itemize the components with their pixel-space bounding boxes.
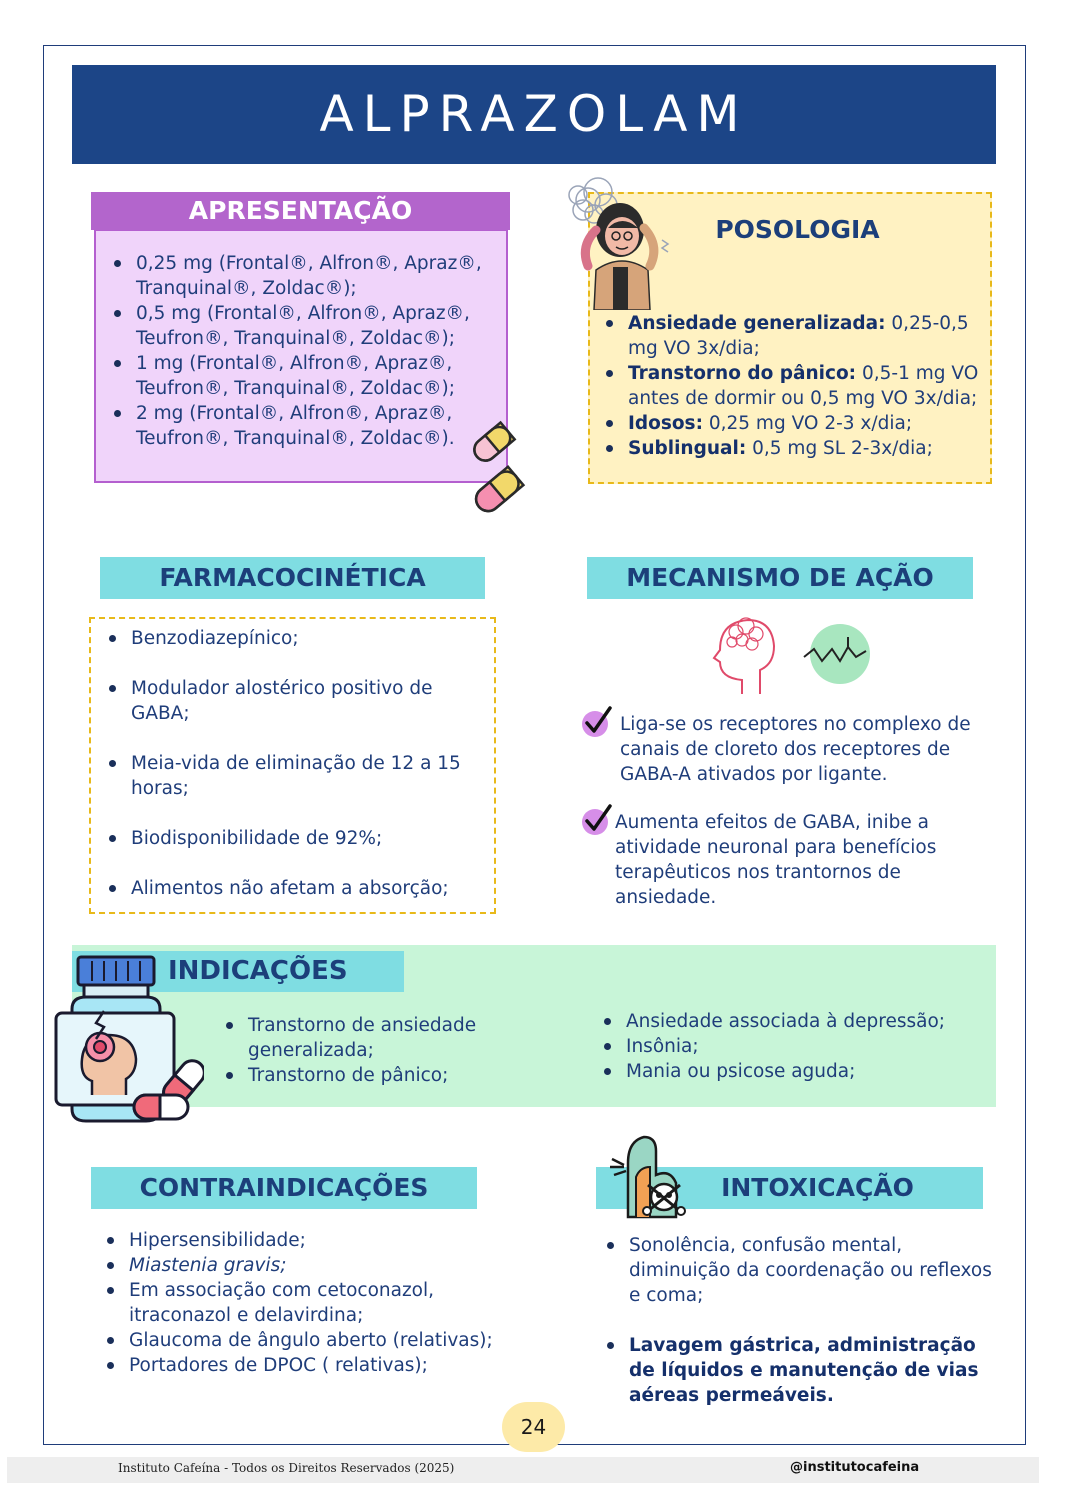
item-text: 0,5-1 mg VO antes de dormir ou 0,5 mg VO 3x/dia; [628,363,979,409]
list-item [600,436,992,461]
check-icon [580,704,614,738]
list-item: Transtorno de ansiedade generalizada; [220,1013,520,1063]
item-label: Transtorno do pânico: [628,363,857,384]
page-title: ALPRAZOLAM [72,65,996,164]
item-label: Sublingual: [628,438,747,459]
list-item [601,1333,1001,1408]
list-item: Sonolência, confusão mental, diminuição da coordenação ou reflexos e coma; [601,1233,1001,1308]
intoxicacao-header: INTOXICAÇÃO [721,1173,914,1202]
list-item [600,311,992,361]
apresentacao-list [108,251,503,451]
footer-copyright: Instituto Cafeína - Todos os Direitos Reservados (2025) [118,1461,455,1475]
list-item: 2 mg (Frontal®, Alfron®, Apraz®, Teufron®, Tranquinal®, Zoldac®). [108,401,503,451]
apresentacao-box [94,229,508,483]
list-item: Insônia; [598,1034,978,1059]
list-item: Modulador alostérico positivo de GABA; [103,676,488,726]
contraindicacoes-header: CONTRAINDICAÇÕES [91,1167,477,1209]
capsule-icon [455,418,545,518]
item-text: 0,5 mg SL 2-3x/dia; [746,438,933,459]
mecanismo-item: Liga-se os receptores no complexo de canais de cloreto dos receptores de GABA-A ativados por ligante. [620,714,971,785]
list-item: Transtorno de pânico; [220,1063,520,1088]
list-item: 1 mg (Frontal®, Alfron®, Apraz®, Teufron®, Tranquinal®, Zoldac®); [108,351,503,401]
check-icon [580,802,614,836]
posologia-list [600,311,992,461]
list-item: Mania ou psicose aguda; [598,1059,978,1084]
page-number: 24 [502,1402,565,1452]
list-item: Meia-vida de eliminação de 12 a 15 horas; [103,751,488,801]
anxious-person-icon [558,170,688,310]
indicacoes-header: INDICAÇÕES [168,956,348,986]
item-label: Idosos: [628,413,703,434]
list-item: 0,5 mg (Frontal®, Alfron®, Apraz®, Teufron®, Tranquinal®, Zoldac®); [108,301,503,351]
footer-handle: @institutocafeina [790,1460,920,1475]
list-item: Benzodiazepínico; [103,626,488,651]
list-item: Biodisponibilidade de 92%; [103,826,488,851]
list-item: 0,25 mg (Frontal®, Alfron®, Apraz®, Tranquinal®, Zoldac®); [108,251,503,301]
list-item [600,361,992,411]
contraindicacoes-list [101,1228,501,1378]
farmacocinetica-box [89,617,496,914]
item-text: 0,25-0,5 mg VO 3x/dia; [628,313,969,359]
lungs-skull-icon [606,1133,688,1219]
mecanismo-item: Aumenta efeitos de GABA, inibe a atividade neuronal para benefícios terapêuticos nos trantornos de ansiedade. [615,812,937,908]
apresentacao-header: APRESENTAÇÃO [91,192,510,230]
molecule-icon [800,623,872,685]
list-item: Miastenia gravis; [101,1253,501,1278]
item-label: Ansiedade generalizada: [628,313,886,334]
indicacoes-list-left [220,1013,520,1088]
mecanismo-header: MECANISMO DE AÇÃO [587,557,973,599]
list-item: Em associação com cetoconazol, itraconazol e delavirdina; [101,1278,501,1328]
intoxicacao-list [601,1233,1001,1408]
list-item: Alimentos não afetam a absorção; [103,876,488,901]
item-text: Lavagem gástrica, administração de líquidos e manutenção de vias aéreas permeáveis. [629,1335,979,1406]
farmacocinetica-header: FARMACOCINÉTICA [100,557,485,599]
item-text: 0,25 mg VO 2-3 x/dia; [702,413,913,434]
list-item: Glaucoma de ângulo aberto (relativas); [101,1328,501,1353]
farmacocinetica-list [103,626,488,926]
list-item: Ansiedade associada à depressão; [598,1009,978,1034]
posologia-header: POSOLOGIA [715,215,880,244]
list-item: Hipersensibilidade; [101,1228,501,1253]
brain-head-icon [712,610,777,695]
list-item: Portadores de DPOC ( relativas); [101,1353,501,1378]
indicacoes-list-right [598,1009,978,1084]
medicine-bottle-icon [52,955,204,1127]
list-item [600,411,992,436]
